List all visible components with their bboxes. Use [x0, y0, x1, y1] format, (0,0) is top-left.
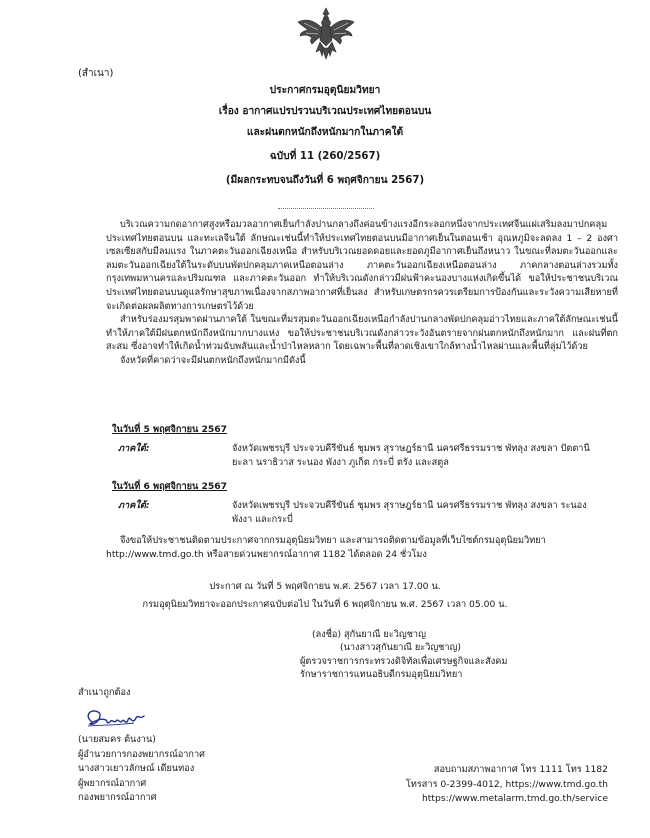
contact-phone: โทรสาร 0-2399-4012, https://www.tmd.go.th: [405, 778, 608, 790]
garuda-emblem-icon: [296, 6, 356, 60]
forecast-day-2: ในวันที่ 6 พฤศจิกายน 2567: [112, 481, 228, 492]
contact-service-url: https://www.metalarm.tmd.go.th/service: [421, 793, 608, 805]
forecast-day-1: ในวันที่ 5 พฤศจิกายน 2567: [112, 424, 228, 435]
certified-label: สำเนาถูกต้อง: [78, 687, 131, 698]
subject-line-2: และฝนตกหนักถึงหนักมากในภาคใต้: [246, 127, 404, 138]
closing-line-1: จึงขอให้ประชาชนติดตามประกาศจากกรมอุตุนิยมวิทยา และสามารถติดตามข้อมูลที่เว็บไซต์กรมอุตุนิยมวิทยา: [120, 535, 546, 546]
body-text: [106, 218, 618, 368]
province-line: จังหวัดเพชรบุรี ประจวบคีรีขันธ์ ชุมพร สุราษฎร์ธานี นครศรีธรรมราช พัทลุง สงขลา ระนอง: [232, 500, 587, 511]
region-label-1: ภาคใต้:: [118, 443, 150, 454]
announcement-title: ประกาศกรมอุตุนิยมวิทยา: [269, 85, 381, 96]
province-line: จังหวัดเพชรบุรี ประจวบคีรีขันธ์ ชุมพร สุราษฎร์ธานี นครศรีธรรมราช พัทลุง สงขลา ปัตตานี: [232, 443, 590, 454]
announce-date: ประกาศ ณ วันที่ 5 พฤศจิกายน พ.ศ. 2567 เวลา 17.00 น.: [209, 581, 441, 592]
signatory-block: [300, 628, 540, 682]
province-list-2: [232, 499, 624, 526]
signatory-position-2: รักษาราชการแทนอธิบดีกรมอุตุนิยมวิทยา: [300, 669, 463, 681]
certifier-name: (นายสมคร ต้นงาน): [78, 734, 156, 745]
subject-line-1: เรื่อง อากาศแปรปรวนบริเวณประเทศไทยตอนบน: [218, 106, 432, 117]
contact-hotline: สอบถามสภาพอากาศ โทร 1111 โทร 1182: [433, 764, 608, 775]
staff-position: ผู้พยากรณ์อากาศ: [78, 777, 147, 789]
paragraph-monsoon: สำหรับร่องมรสุมพาดผ่านภาคใต้ ในขณะที่มรสุมตะวันออกเฉียงเหนือกำลังปานกลางพัดปกคลุมอ่าวไทยและภาคใต้ลักษณะเช่นนี้ทำให้ภาคใต้มีฝนตกหนักถึงหนักมากบางแห่ง ขอให้ประชาชนบริเวณดังกล่าวระวังอันตรายจากฝนตกหนักถึงหนักมาก และฝนที่ตกสะสม ซึ่งอาจทำให้เกิดน้ำท่วมฉับพลันและน้ำป่าไหลหลาก โดยเฉพาะพื้นที่ลาดเชิงเขาใกล้ทางน้ำไหลผ่านและพื้นที่ลุ่มไว้ด้วย: [106, 314, 618, 353]
closing-line-2: http://www.tmd.go.th หรือสายด่วนพยากรณ์อากาศ 1182 ได้ตลอด 24 ชั่วโมง: [106, 548, 427, 560]
signatory-position-1: ผู้ตรวจราชการกระทรวงดิจิทัลเพื่อเศรษฐกิจและสังคม: [300, 655, 508, 667]
province-list-1: [232, 442, 624, 469]
closing-text: [106, 534, 618, 561]
certifier-position: ผู้อำนวยการกองพยากรณ์อากาศ: [78, 748, 205, 760]
effect-period: (มีผลกระทบจนถึงวันที่ 6 พฤศจิกายน 2567): [225, 175, 425, 186]
signed-line: (ลงชื่อ) สุกันยาณี ยะวิญชาญ: [312, 629, 426, 640]
paragraph-cold-air: บริเวณความกดอากาศสูงหรือมวลอากาศเย็นกำลังปานกลางถึงค่อนข้างแรงอีกระลอกหนึ่งจากประเทศจีนแผ่เสริมลงมาปกคลุมประเทศไทยตอนบน และทะเลจีนใต้ ลักษณะเช่นนี้ทำให้ประเทศไทยตอนบนมีอากาศเย็นในตอนเช้า อุณหภูมิจะลดลง 1 – 2 องศาเซลเซียสกับมีลมแรง ในภาคตะวันออกเฉียงเหนือ สำหรับบริเวณยอดดอยและยอดภูมีอากาศเย็นถึงหนาว ในขณะที่ลมตะวันออกและลมตะวันออกเฉียงใต้ในระดับบนพัดปกคลุมภาคเหนือตอนล่าง ภาคตะวันออกเฉียงเหนือตอนล่าง ภาคกลางตอนล่างรวมทั้งกรุงเทพมหานครและปริมณฑล และภาคตะวันออก ทำให้บริเวณดังกล่าวมีฝนฟ้าคะนองบางแห่งเกิดขึ้นได้ ขอให้ประชาชนบริเวณประเทศไทยตอนบนดูแลรักษาสุขภาพเนื่องจากสภาพอากาศที่เย็นลง สำหรับเกษตรกรควรเตรียมการป้องกันและระวังความเสียหายที่จะเกิดต่อผลผลิตทางการเกษตรไว้ด้วย: [106, 219, 618, 312]
contact-block: [370, 763, 608, 807]
province-line: พังงา และกระบี่: [232, 513, 293, 525]
copy-mark: (สำเนา): [78, 68, 114, 79]
division-name: กองพยากรณ์อากาศ: [78, 792, 157, 804]
certifier-block: [78, 733, 298, 806]
province-line: ยะลา นราธิวาส ระนอง พังงา ภูเก็ต กระบี่ ตรัง และสตูล: [232, 456, 449, 468]
issue-number: ฉบับที่ 11 (260/2567): [269, 151, 381, 162]
region-label-2: ภาคใต้:: [118, 500, 150, 511]
provinces-intro: จังหวัดที่คาดว่าจะมีฝนตกหนักถึงหนักมากมีดังนี้: [120, 354, 306, 366]
title-divider: [278, 208, 374, 209]
signatory-name: (นางสาวสุกันยาณี ยะวิญชาญ): [340, 642, 461, 654]
handwritten-signature-icon: [82, 704, 148, 730]
next-announcement: กรมอุตุนิยมวิทยาจะออกประกาศฉบับต่อไป ในวันที่ 6 พฤศจิกายน พ.ศ. 2567 เวลา 05.00 น.: [142, 599, 508, 610]
staff-name: นางสาวเยาวลักษณ์ เดียนทอง: [78, 763, 195, 775]
